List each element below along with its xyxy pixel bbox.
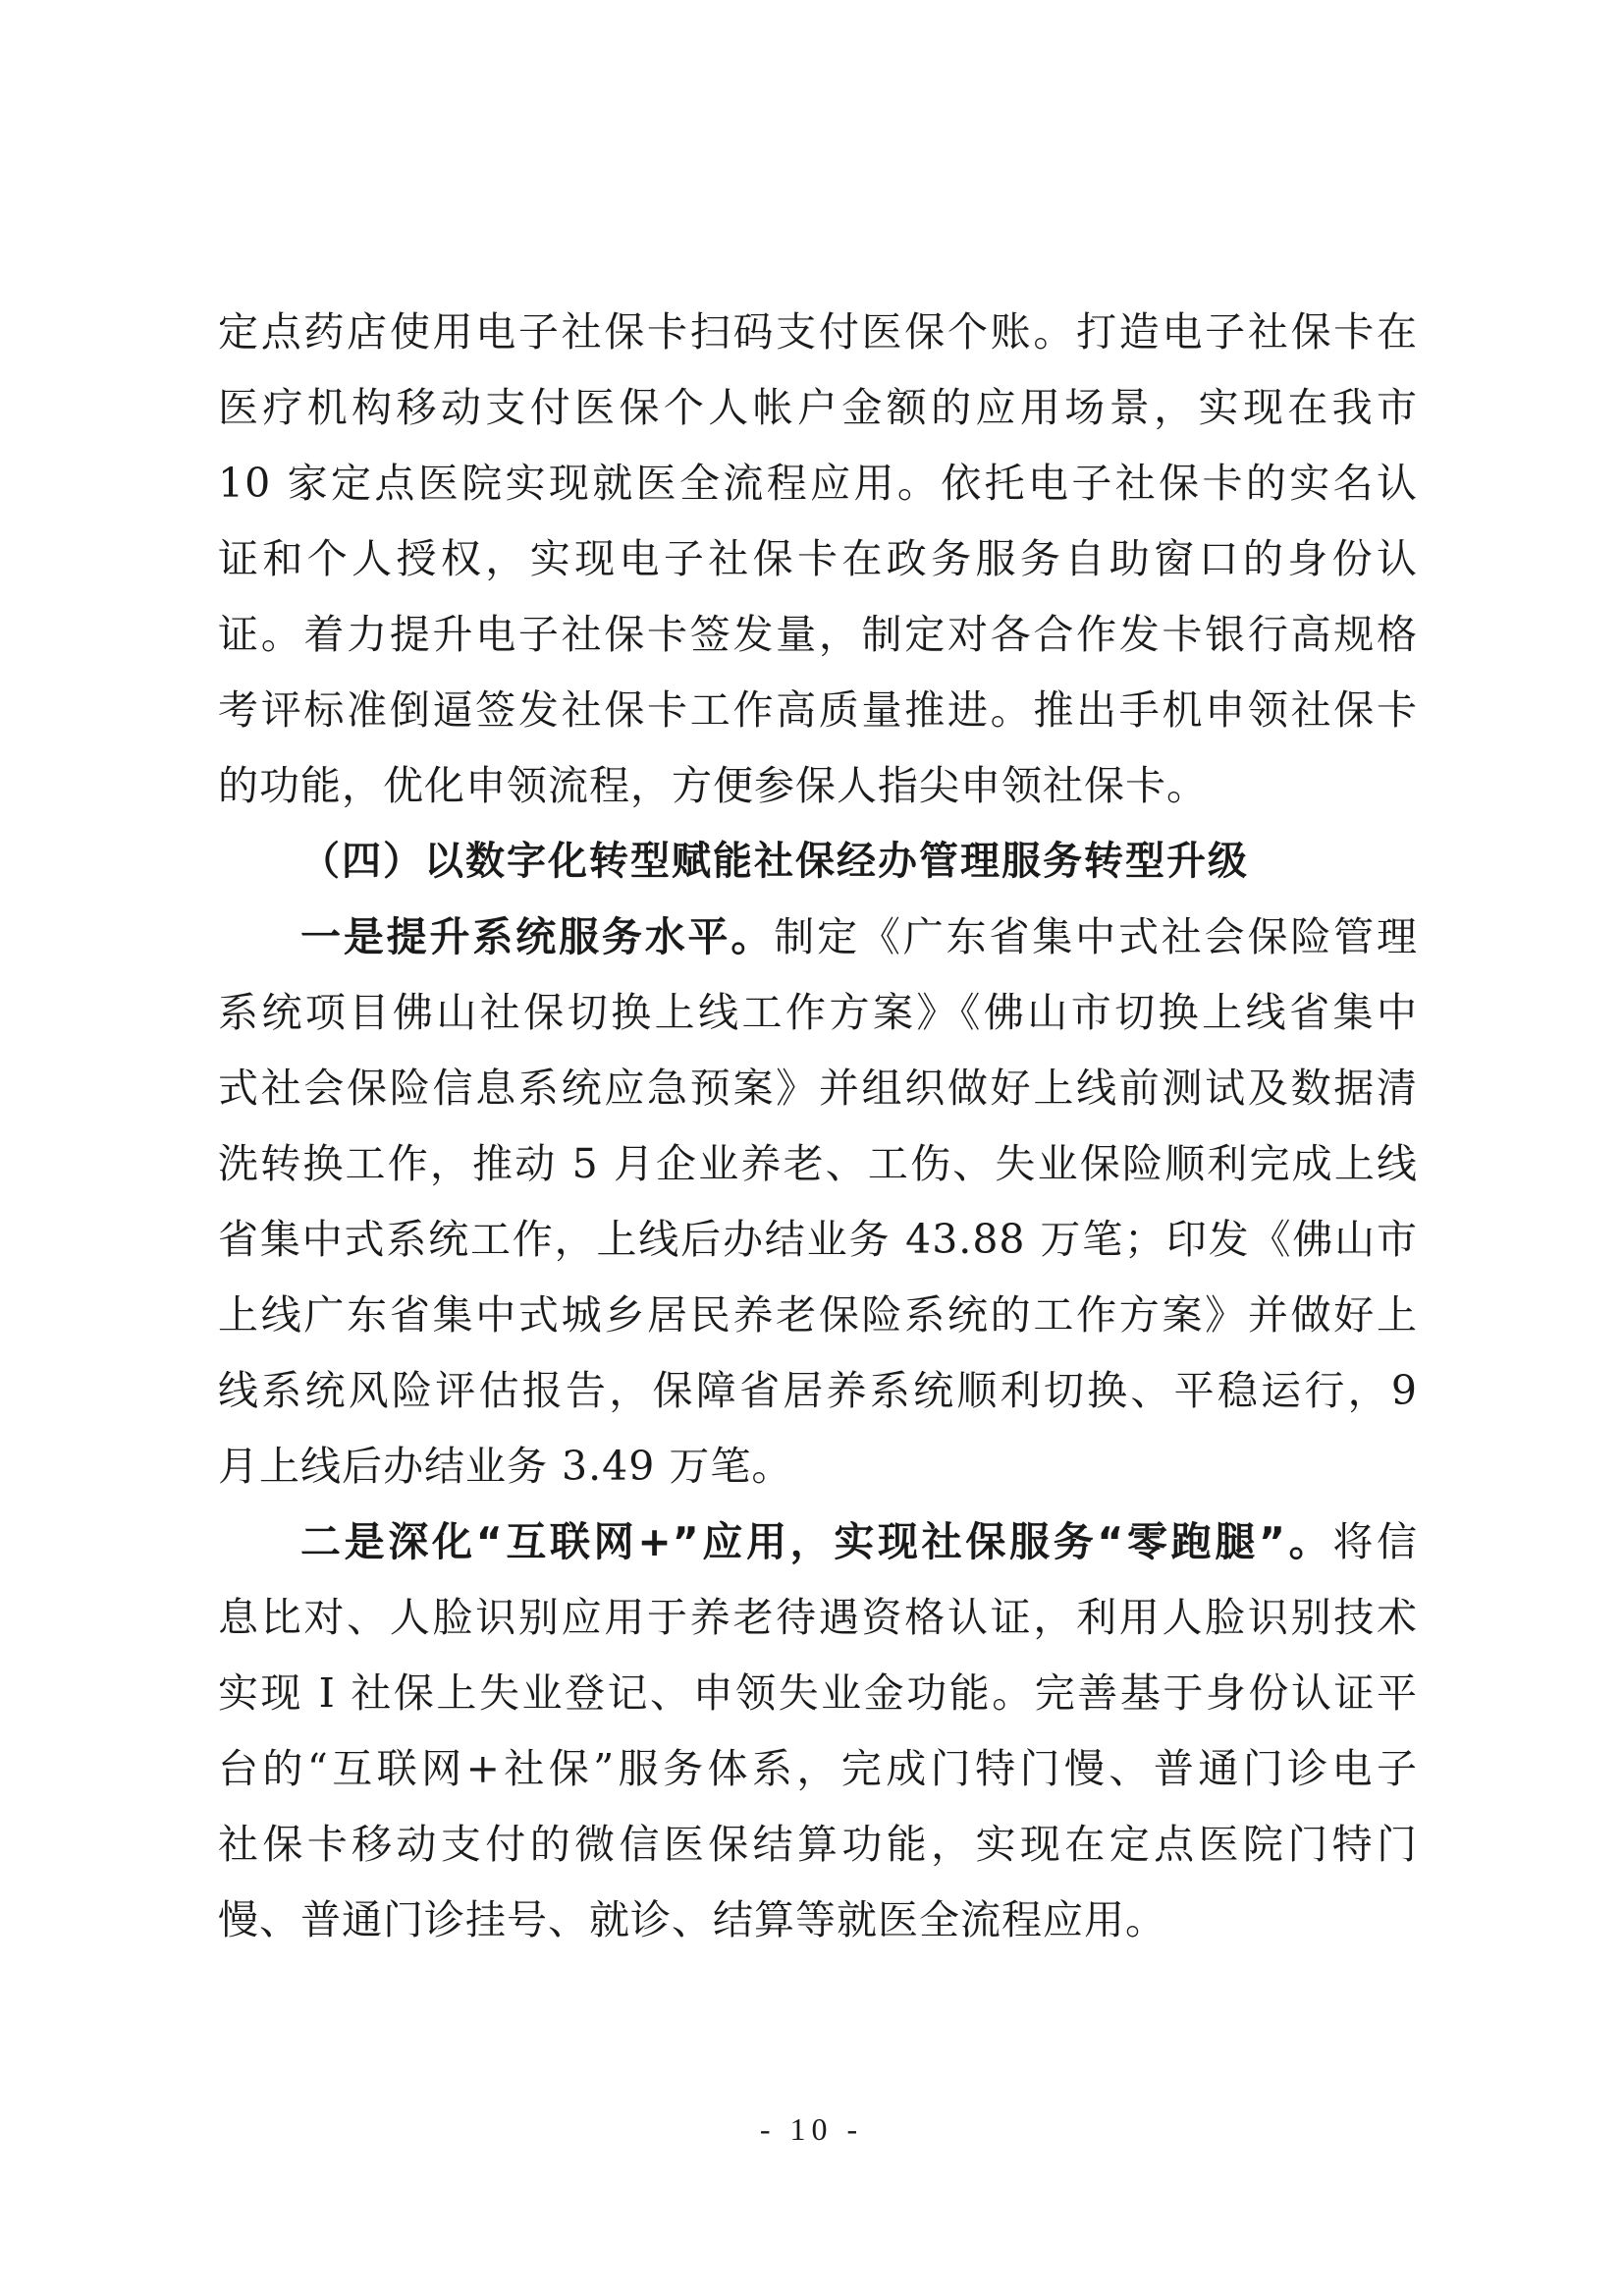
paragraph-line: 上线广东省集中式城乡居民养老保险系统的工作方案》并做好上 [218, 1291, 1418, 1339]
paragraph-line: 省集中式系统工作，上线后办结业务 43.88 万笔；印发《佛山市 [218, 1216, 1418, 1263]
page-number: - 10 - [759, 2111, 864, 2147]
paragraph-line [218, 900, 1418, 975]
paragraph-line: 慢、普通门诊挂号、就诊、结算等就医全流程应用。 [218, 1896, 1166, 1943]
paragraph-3 [218, 1504, 1418, 1958]
paragraph-lead: 二是深化“互联网+”应用，实现社保服务“零跑腿”。 [300, 1518, 1333, 1565]
paragraph-line: 线系统风险评估报告，保障省居养系统顺利切换、平稳运行，9 [218, 1367, 1418, 1414]
paragraph-line: 医疗机构移动支付医保个人帐户金额的应用场景，实现在我市 [218, 384, 1418, 431]
paragraph-line: 系统项目佛山社保切换上线工作方案》《佛山市切换上线省集中 [218, 989, 1418, 1036]
body-text [218, 295, 1418, 1958]
paragraph-line: 证。着力提升电子社保卡签发量，制定对各合作发卡银行高规格 [218, 611, 1418, 658]
paragraph-line: 月上线后办结业务 3.49 万笔。 [218, 1443, 793, 1490]
paragraph-line: 洗转换工作，推动 5 月企业养老、工伤、失业保险顺利完成上线 [218, 1140, 1418, 1187]
paragraph-line: 实现 I 社保上失业登记、申领失业金功能。完善基于身份认证平 [218, 1669, 1418, 1717]
paragraph-line: 考评标准倒逼签发社保卡工作高质量推进。推出手机申领社保卡 [218, 686, 1418, 734]
paragraph-text: 将信 [1332, 1518, 1419, 1565]
paragraph-line: 式社会保险信息系统应急预案》并组织做好上线前测试及数据清 [218, 1065, 1418, 1112]
section-heading: （四）以数字化转型赋能社保经办管理服务转型升级 [300, 839, 1249, 884]
paragraph-text: 制定《广东省集中式社会保险管理 [774, 913, 1419, 960]
paragraph-line: 证和个人授权，实现电子社保卡在政务服务自助窗口的身份认 [218, 535, 1418, 582]
paragraph-line [218, 1504, 1418, 1580]
paragraph-2 [218, 900, 1418, 1504]
paragraph-line: 息比对、人脸识别应用于养老待遇资格认证，利用人脸识别技术 [218, 1594, 1418, 1641]
paragraph-1 [218, 295, 1418, 824]
paragraph-line: 定点药店使用电子社保卡扫码支付医保个账。打造电子社保卡在 [218, 308, 1418, 355]
paragraph-line: 10 家定点医院实现就医全流程应用。依托电子社保卡的实名认 [218, 460, 1418, 507]
paragraph-line: 的功能，优化申领流程，方便参保人指尖申领社保卡。 [218, 762, 1208, 809]
paragraph-line: 台的“互联网+社保”服务体系，完成门特门慢、普通门诊电子 [218, 1745, 1418, 1792]
paragraph-lead: 一是提升系统服务水平。 [300, 913, 775, 960]
paragraph-line: 社保卡移动支付的微信医保结算功能，实现在定点医院门特门 [218, 1821, 1418, 1868]
